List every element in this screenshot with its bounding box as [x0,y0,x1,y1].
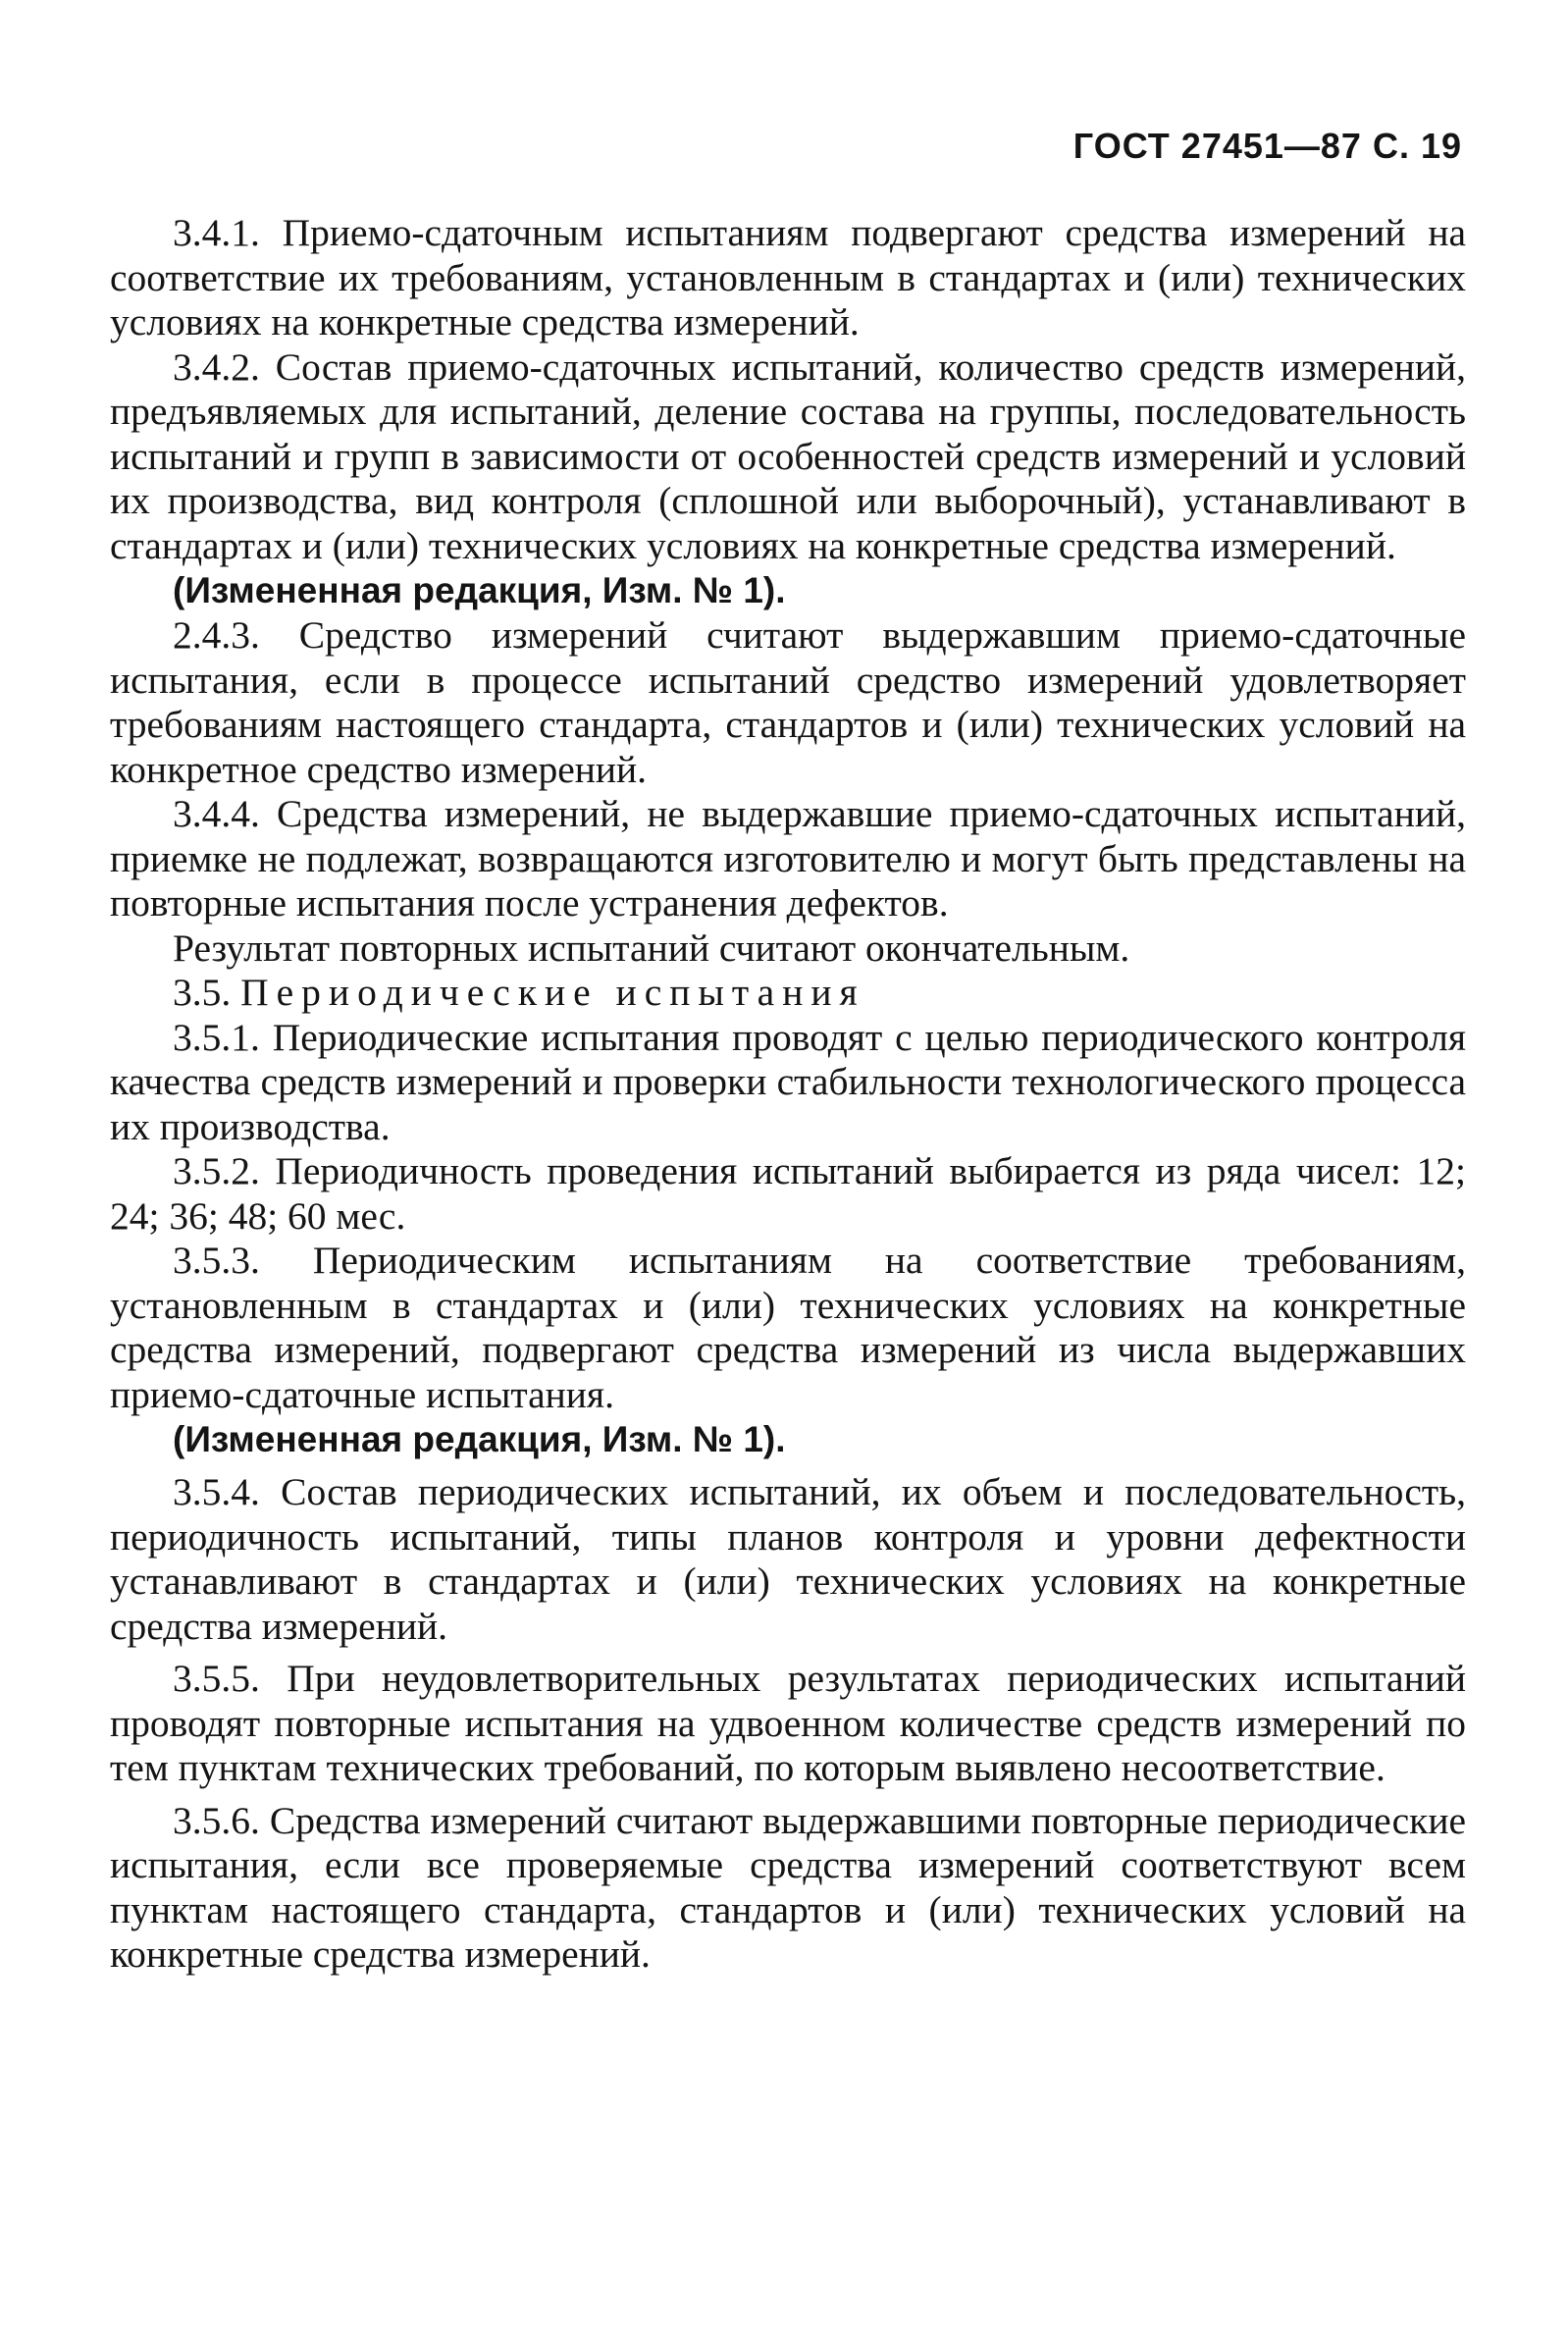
clause-3-5-3: 3.5.3. Периодическим испытаниям на соответствие требованиям, установленным в стандартах и (или) технических условиях на конкретные средства измерений, подвергают средства измерений из числа выдержавших приемо-сдаточные испытания. [110,1239,1466,1416]
clause-3-5-6: 3.5.6. Средства измерений считают выдержавшими повторные периодические испытания, если все проверяемые средства измерений соответствуют всем пунктам настоящего стандарта, стандартов и (или) технических условий на конкретные средства измерений. [110,1798,1466,1976]
clause-3-4-4-result: Результат повторных испытаний считают окончательным. [173,925,1130,970]
section-title: Периодические испытания [240,971,865,1014]
clause-3-5-2: 3.5.2. Периодичность проведения испытаний выбирается из ряда чисел: 12; 24; 36; 48; 60 мес. [110,1149,1466,1238]
section-number: 3.5. [173,971,232,1014]
clause-3-4-1: 3.4.1. Приемо-сдаточным испытаниям подвергают средства измерений на соответствие их требованиям, установленным в стандартах и (или) технических условиях на конкретные средства измерений. [110,211,1466,344]
clause-3-5-1: 3.5.1. Периодические испытания проводят с целью периодического контроля качества средств измерений и проверки стабильности технологического процесса их производства. [110,1015,1466,1148]
clause-3-4-4: 3.4.4. Средства измерений, не выдержавшие приемо-сдаточных испытаний, приемке не подлежат, возвращаются изготовителю и могут быть представлены на повторные испытания после устранения дефектов. [110,792,1466,925]
section-3-5-heading [110,971,1466,1016]
amendment-note: (Измененная редакция, Изм. № 1). [173,1419,786,1459]
clause-2-4-3: 2.4.3. Средство измерений считают выдержавшим приемо-сдаточные испытания, если в процессе испытаний средство измерений удовлетворяет требованиям настоящего стандарта, стандартов и (или) технических условий на конкретное средство измерений. [110,613,1466,791]
clause-3-5-4: 3.5.4. Состав периодических испытаний, их объем и последовательность, периодичность испытаний, типы планов контроля и уровни дефектности устанавливают в стандартах и (или) технических условиях на конкретные средства измерений. [110,1470,1466,1648]
clause-3-5-5: 3.5.5. При неудовлетворительных результатах периодических испытаний проводят повторные испытания на удвоенном количестве средств измерений по тем пунктам технических требований, по которым выявлено несоответствие. [110,1657,1466,1789]
page-header: ГОСТ 27451—87 С. 19 [1072,126,1462,166]
document-body [110,211,1466,1978]
clause-3-4-2: 3.4.2. Состав приемо-сдаточных испытаний, количество средств измерений, предъявляемых для испытаний, деление состава на группы, последовательность испытаний и групп в зависимости от особенностей средств измерений и условий их производства, вид контроля (сплошной или выборочный), устанавливают в стандартах и (или) технических условиях на конкретные средства измерений. [110,344,1466,567]
amendment-note: (Измененная редакция, Изм. № 1). [173,570,786,610]
